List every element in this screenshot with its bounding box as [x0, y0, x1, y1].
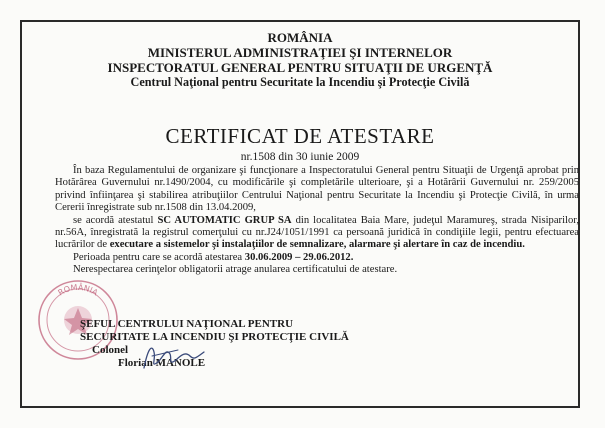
company-name: SC AUTOMATIC GRUP SA: [157, 214, 292, 226]
certificate-title: CERTIFICAT DE ATESTARE: [165, 124, 435, 148]
period-prefix: Perioada pentru care se acordă atestarea: [73, 251, 245, 263]
signature-block: [80, 318, 349, 370]
certificate-header: [20, 30, 580, 90]
signatory-title-line1: ŞEFUL CENTRULUI NAŢIONAL PENTRU: [80, 318, 294, 330]
certificate-number: nr.1508 din 30 iunie 2009: [240, 151, 360, 163]
stamp-text: ROMÂNIA: [56, 282, 100, 298]
header-country: ROMÂNIA: [267, 30, 333, 45]
signatory-rank: Colonel: [92, 344, 129, 356]
body-paragraph-warning: Nerespectarea cerinţelor obligatorii atrage anularea certificatului de atestare.: [73, 264, 398, 276]
grant-scope: executare a sistemelor şi instalaţiilor de semnalizare, alarmare şi alertare în caz de incendiu.: [109, 239, 525, 251]
handwritten-signature: [138, 338, 208, 376]
grant-prefix: se acordă atestatul: [73, 214, 158, 226]
grant-details: din localitatea Baia Mare, judeţul Maramureş, strada Nisiparilor, nr.56A, înregistrată la registrul comerţului cu nr.J24/1051/1991 ca persoană juridică în condiţiile legii, pentru efectuarea lucrărilor de: [55, 214, 580, 251]
period-dates: 30.06.2009 – 29.06.2012.: [244, 251, 354, 263]
body-paragraph-grant: [55, 215, 579, 252]
body-paragraph-legal-basis: În baza Regulamentului de organizare şi funcţionare a Inspectoratului General pentru Situaţii de Urgenţă aprobat prin Hotărârea Guvernului nr.1490/2004, cu modificările şi completările ulterioare, şi a Hotărârii Guvernului nr. 259/2005 privind înfiinţarea şi stabilirea atribuţiilor Centrului Naţional pentru Securitate la Incendiu şi Protecţie Civilă, în urma Cererii înregistrate sub nr.1508 din 13.04.2009,: [55, 165, 579, 214]
signatory-name: Florian MANOLE: [118, 357, 206, 369]
header-inspectorate: INSPECTORATUL GENERAL PENTRU SITUAŢII DE URGENŢĂ: [107, 60, 493, 75]
header-center: Centrul Naţional pentru Securitate la Incendiu şi Protecţie Civilă: [130, 75, 470, 89]
body-paragraph-period: [55, 252, 579, 264]
header-ministry: MINISTERUL ADMINISTRAŢIEI ŞI INTERNELOR: [147, 45, 453, 60]
signatory-title-line2: SECURITATE LA INCENDIU ŞI PROTECŢIE CIVILĂ: [80, 331, 349, 343]
certificate-body: [55, 165, 579, 277]
